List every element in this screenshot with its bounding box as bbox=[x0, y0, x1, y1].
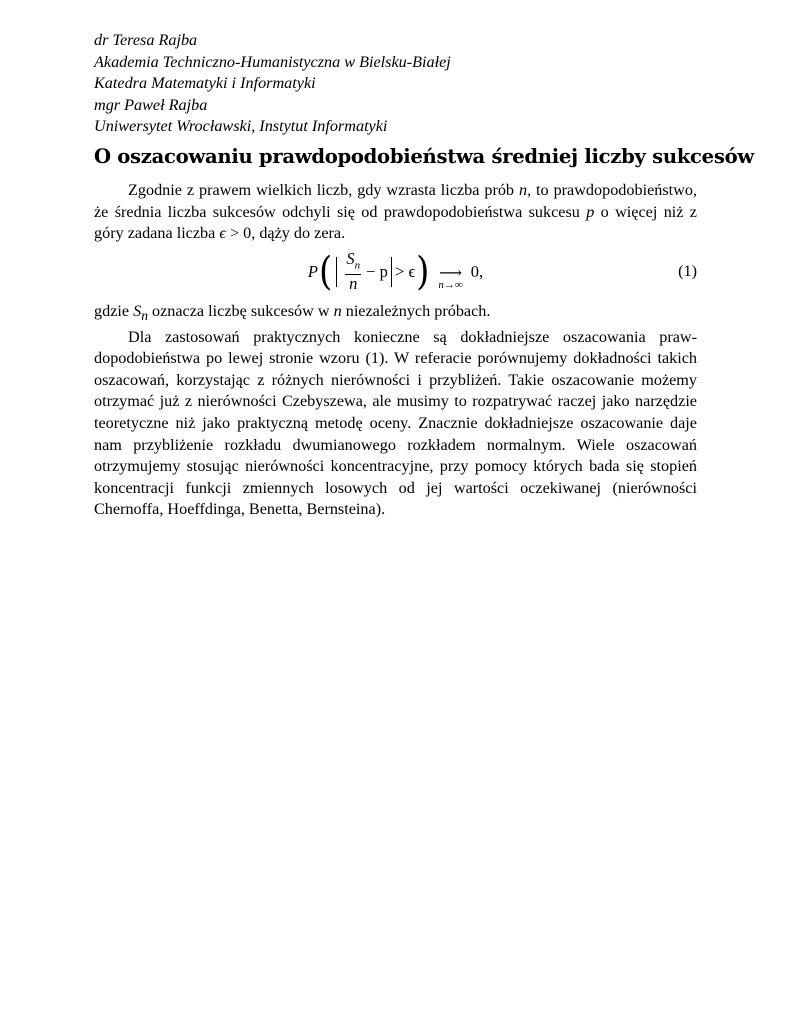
abstract-body bbox=[94, 180, 697, 521]
p2-text-a: gdzie bbox=[94, 301, 134, 320]
p2-var-S-letter: S bbox=[133, 301, 142, 320]
paragraph-2 bbox=[94, 301, 697, 327]
paper-title: O oszacowaniu prawdopodobieństwa średniej liczby sukcesów bbox=[94, 145, 754, 168]
p1-text-d: > 0, dąży do zera. bbox=[225, 224, 346, 243]
p1-var-eps: ϵ bbox=[219, 224, 226, 243]
p2-var-S bbox=[133, 301, 148, 324]
author-line-4: mgr Paweł Rajba bbox=[94, 95, 208, 114]
author-block bbox=[94, 30, 451, 138]
paragraph-1 bbox=[94, 180, 697, 245]
p2-var-n: n bbox=[333, 301, 342, 320]
p1-text-b: , to prawdopodobieństwo, że średnia liczba sukcesów odchyli się od prawdopodobieństwa sukcesu bbox=[94, 181, 697, 221]
eq-fraction bbox=[344, 250, 362, 293]
p1-var-n: n bbox=[518, 181, 528, 199]
p1-var-p: p bbox=[586, 202, 595, 221]
p1-text-c: o więcej niż z góry zadana liczba bbox=[94, 202, 697, 243]
p2-text-c: niezależnych próbach. bbox=[341, 301, 491, 320]
p2-text-b: oznacza liczbę sukcesów w bbox=[147, 301, 334, 320]
author-line-1: dr Teresa Rajba bbox=[94, 31, 198, 49]
eq-right-paren: ) bbox=[416, 248, 430, 295]
eq-gt-eps: > ϵ bbox=[395, 261, 416, 281]
eq-arrow-glyph: ⟶ bbox=[439, 264, 463, 282]
eq-left-paren: ( bbox=[318, 248, 333, 295]
p1-text-a: Zgodnie z prawem wielkich liczb, gdy wzrasta liczba prób bbox=[128, 181, 519, 199]
eq-arrow-limit: n→∞ bbox=[438, 278, 463, 291]
eq-abs-left bbox=[336, 257, 337, 287]
eq-result: 0, bbox=[470, 261, 484, 281]
eq-limit-arrow bbox=[438, 264, 463, 291]
author-line-2: Akademia Techniczno-Humanistyczna w Bielsku-Białej bbox=[94, 52, 451, 71]
author-line-3: Katedra Matematyki i Informatyki bbox=[94, 74, 316, 92]
eq-minus-p: − p bbox=[366, 261, 388, 281]
eq-num-sub: n bbox=[354, 259, 361, 272]
eq-num-S: S bbox=[346, 249, 355, 269]
eq-numerator bbox=[344, 250, 362, 274]
paragraph-3: Dla zastosowań praktycznych konieczne są dokładniejsze oszacowania prawdopodobieństwa po lewej stronie wzoru (1). W referacie porównujemy dokładności takich oszacowań, korzystając z różnych nierówności i przybliżeń. Takie oszacowanie możemy otrzymać już z nierówności Czebyszewa, ale musimy to rozpatrywać raczej jako narzędzie teoretyczne niż jako praktyczną metodę oceny. Znacznie dokładniejsze oszacowanie daje nam przybliżenie rozkładu dwumianowego rozkładem normalnym. Wiele oszacowań otrzymujemy stosując nierówności koncentracyjne, przy pomocy których bada się stopień koncentracji funkcji zmiennych losowych od jej wartości oczekiwanej (nierówności Chernoffa, Hoeffdinga, Benetta, Bernsteina). bbox=[94, 327, 697, 519]
eq-P: P bbox=[307, 261, 318, 281]
eq-abs-right bbox=[391, 257, 392, 287]
equation-1 bbox=[94, 247, 697, 297]
p2-var-S-sub: n bbox=[141, 308, 148, 324]
eq-denominator: n bbox=[345, 274, 361, 293]
equation-body bbox=[94, 247, 697, 297]
equation-number: (1) bbox=[678, 261, 697, 280]
author-line-5: Uniwersytet Wrocławski, Instytut Informatyki bbox=[94, 117, 388, 135]
